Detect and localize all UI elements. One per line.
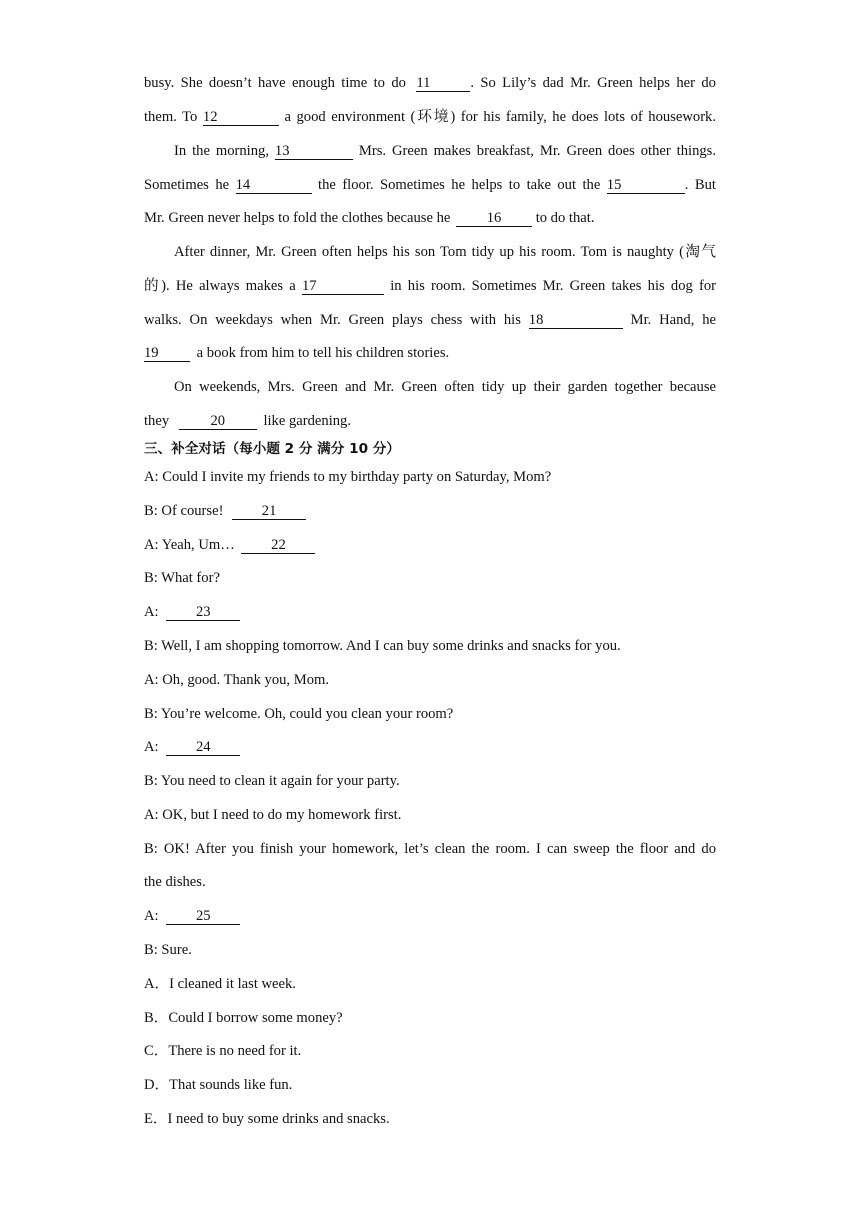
dialogue-line: B: You need to clean it again for your party. xyxy=(144,773,400,789)
blank-17[interactable]: 17 xyxy=(302,279,384,295)
option-a: A．I cleaned it last week. xyxy=(144,976,296,992)
passage-line-5: Mr. Green never helps to fold the clothes because he 16 to do that. xyxy=(144,210,595,226)
dialogue-line: A: Could I invite my friends to my birthday party on Saturday, Mom? xyxy=(144,469,552,485)
dialogue-line: A: 23 xyxy=(144,602,716,622)
dialogue-line: A: OK, but I need to do my homework first. xyxy=(144,807,402,823)
dialogue-line: A: Yeah, Um… 22 xyxy=(144,535,716,555)
passage-line-6: After dinner, Mr. Green often helps his son Tom tidy up his room. Tom is naughty (淘气 xyxy=(174,244,716,260)
blank-16[interactable]: 16 xyxy=(456,211,532,227)
passage-line-2: them. To 12 a good environment (环境) for his family, he does lots of housework. xyxy=(144,109,716,125)
dialogue-line: B: Sure. xyxy=(144,942,192,958)
blank-23[interactable]: 23 xyxy=(166,605,240,621)
blank-13[interactable]: 13 xyxy=(275,144,353,160)
passage-line-1: busy. She doesn’t have enough time to do 11 . So Lily’s dad Mr. Green helps her do xyxy=(144,75,716,91)
dialogue-line: A: 25 xyxy=(144,906,716,926)
blank-12[interactable]: 12 xyxy=(203,110,279,126)
option-c: C．There is no need for it. xyxy=(144,1043,302,1059)
blank-20[interactable]: 20 xyxy=(179,414,257,430)
passage-line-11: they 20 like gardening. xyxy=(144,413,351,429)
dialogue-line: B: Of course! 21 xyxy=(144,501,716,521)
passage-line-4: Sometimes he 14 the floor. Sometimes he helps to take out the 15 . But xyxy=(144,177,716,193)
passage-line-3: In the morning, 13 Mrs. Green makes breakfast, Mr. Green does other things. xyxy=(174,143,717,159)
blank-24[interactable]: 24 xyxy=(166,740,240,756)
dialogue-line: B: OK! After you finish your homework, let’s clean the room. I can sweep the floor and do xyxy=(144,841,716,857)
passage-line-8: walks. On weekdays when Mr. Green plays chess with his 18 Mr. Hand, he xyxy=(144,312,716,328)
passage-line-9: 19 a book from him to tell his children stories. xyxy=(144,345,450,361)
option-e: E．I need to buy some drinks and snacks. xyxy=(144,1111,390,1127)
section-3-heading: 三、补全对话（每小题 2 分 满分 10 分） xyxy=(144,441,400,457)
blank-11[interactable]: 11 xyxy=(416,76,470,92)
option-b: B．Could I borrow some money? xyxy=(144,1010,343,1026)
blank-14[interactable]: 14 xyxy=(236,178,312,194)
dialogue-line: A: Oh, good. Thank you, Mom. xyxy=(144,672,329,688)
blank-25[interactable]: 25 xyxy=(166,909,240,925)
blank-15[interactable]: 15 xyxy=(607,178,685,194)
blank-22[interactable]: 22 xyxy=(241,538,315,554)
option-d: D．That sounds like fun. xyxy=(144,1077,293,1093)
dialogue-line: B: What for? xyxy=(144,570,220,586)
dialogue-line: B: Well, I am shopping tomorrow. And I can buy some drinks and snacks for you. xyxy=(144,638,621,654)
passage-line-7: 的). He always makes a 17 in his room. Sometimes Mr. Green takes his dog for xyxy=(144,278,717,294)
blank-19[interactable]: 19 xyxy=(144,346,190,362)
dialogue-line: the dishes. xyxy=(144,874,206,890)
passage-line-10: On weekends, Mrs. Green and Mr. Green often tidy up their garden together because xyxy=(174,379,716,395)
blank-21[interactable]: 21 xyxy=(232,504,306,520)
blank-18[interactable]: 18 xyxy=(529,313,623,329)
dialogue-line: A: 24 xyxy=(144,737,716,757)
dialogue-line: B: You’re welcome. Oh, could you clean your room? xyxy=(144,706,454,722)
